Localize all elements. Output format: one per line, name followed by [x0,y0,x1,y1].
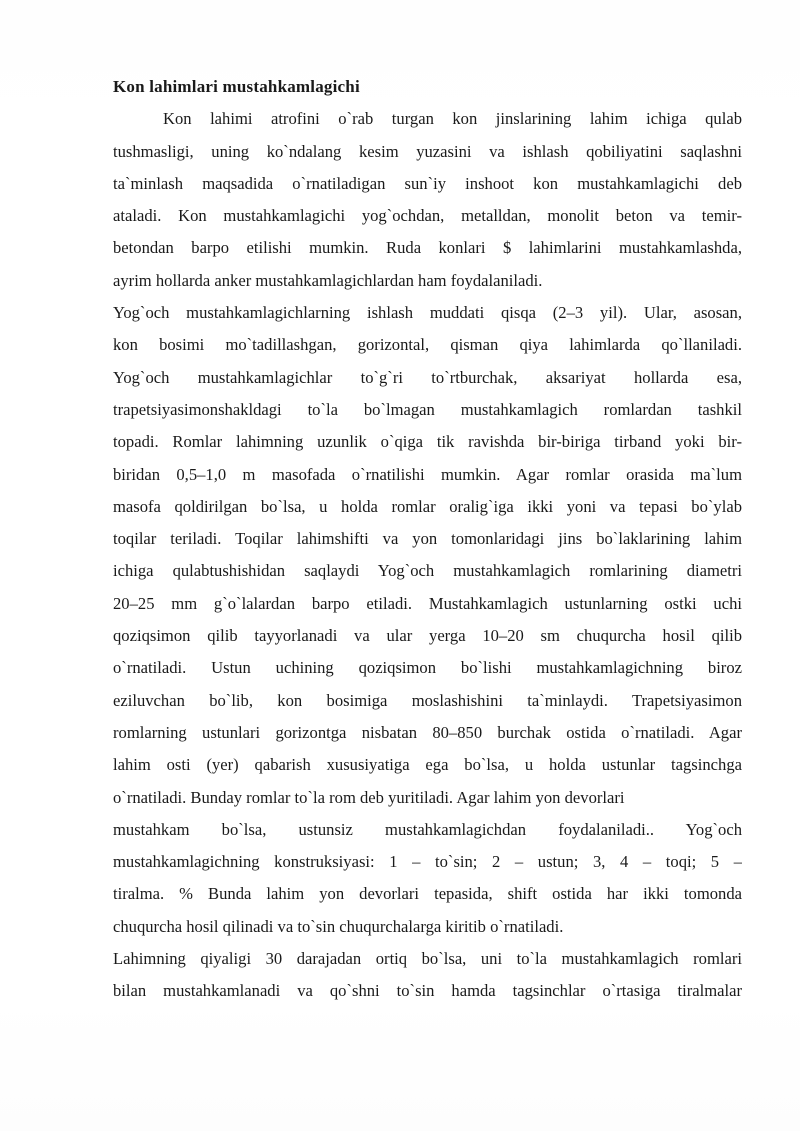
text-line: o`rnatiladi. Bunday romlar to`la rom deb yuritiladi. Agar lahim yon devorlari [113,787,625,807]
text-line: romlarning ustunlari gorizontga nisbatan 80–850 burchak ostida o`rnatiladi. Agar [113,722,742,742]
text-line: bilan mustahkamlanadi va qo`shni to`sin hamda tagsinchlar o`rtasiga tiralmalar [113,981,742,1001]
text-line: eziluvchan bo`lib, kon bosimiga moslashishini ta`minlaydi. Trapetsiyasimon [113,690,742,710]
text-line: trapetsiyasimonshakldagi to`la bo`lmagan mustahkamlagich romlardan tashkil [113,399,742,419]
text-line: betondan barpo etilishi mumkin. Ruda konlari $ lahimlarini mustahkamlashda, [113,238,742,258]
text-line: tiralma. % Bunda lahim yon devorlari tepasida, shift ostida har ikki tomonda [113,884,742,904]
text-line: lahim osti (yer) qabarish xususiyatiga ega bo`lsa, u holda ustunlar tagsinchga [113,755,742,775]
text-line: Yog`och mustahkamlagichlarning ishlash muddati qisqa (2–3 yil). Ular, asosan, [113,303,742,323]
text-line: mustahkamlagichning konstruksiyasi: 1 – to`sin; 2 – ustun; 3, 4 – toqi; 5 – [113,852,742,872]
text-line: ayrim hollarda anker mustahkamlagichlardan ham foydalaniladi. [113,270,543,290]
text-line: topadi. Romlar lahimning uzunlik o`qiga tik ravishda bir-biriga tirband yoki bir- [113,432,742,452]
text-line: ta`minlash maqsadida o`rnatiladigan sun`iy inshoot kon mustahkamlagichi deb [113,173,742,193]
body-text [113,103,742,1007]
text-line: toqilar teriladi. Toqilar lahimshifti va yon tomonlaridagi jins bo`laklarining lahim [113,529,742,549]
page-title: Kon lahimlari mustahkamlagichi [113,77,360,96]
text-line: Kon lahimi atrofini o`rab turgan kon jinslarining lahim ichiga qulab [163,109,742,129]
text-line: 20–25 mm g`o`lalardan barpo etiladi. Mustahkamlagich ustunlarning ostki uchi [113,593,742,613]
text-line: Lahimning qiyaligi 30 darajadan ortiq bo`lsa, uni to`la mustahkamlagich romlari [113,949,742,969]
text-line: o`rnatiladi. Ustun uchining qoziqsimon bo`lishi mustahkamlagichning biroz [113,658,742,678]
text-line: tushmasligi, uning ko`ndalang kesim yuzasini va ishlash qobiliyatini saqlashni [113,141,742,161]
text-line: ataladi. Kon mustahkamlagichi yog`ochdan, metalldan, monolit beton va temir- [113,206,742,226]
text-line: ichiga qulabtushishidan saqlaydi Yog`och mustahkamlagich romlarining diametri [113,561,742,581]
text-line: mustahkam bo`lsa, ustunsiz mustahkamlagichdan foydalaniladi.. Yog`och [113,819,742,839]
text-line: Yog`och mustahkamlagichlar to`g`ri to`rtburchak, aksariyat hollarda esa, [113,367,742,387]
text-line: biridan 0,5–1,0 m masofada o`rnatilishi mumkin. Agar romlar orasida ma`lum [113,464,742,484]
text-line: chuqurcha hosil qilinadi va to`sin chuqurchalarga kiritib o`rnatiladi. [113,916,564,936]
text-line: masofa qoldirilgan bo`lsa, u holda romlar oralig`iga ikki yoni va tepasi bo`ylab [113,496,742,516]
text-line: qoziqsimon qilib tayyorlanadi va ular yerga 10–20 sm chuqurcha hosil qilib [113,626,742,646]
text-block [113,71,742,1008]
text-line: kon bosimi mo`tadillashgan, gorizontal, qisman qiya lahimlarda qo`llaniladi. [113,335,742,355]
